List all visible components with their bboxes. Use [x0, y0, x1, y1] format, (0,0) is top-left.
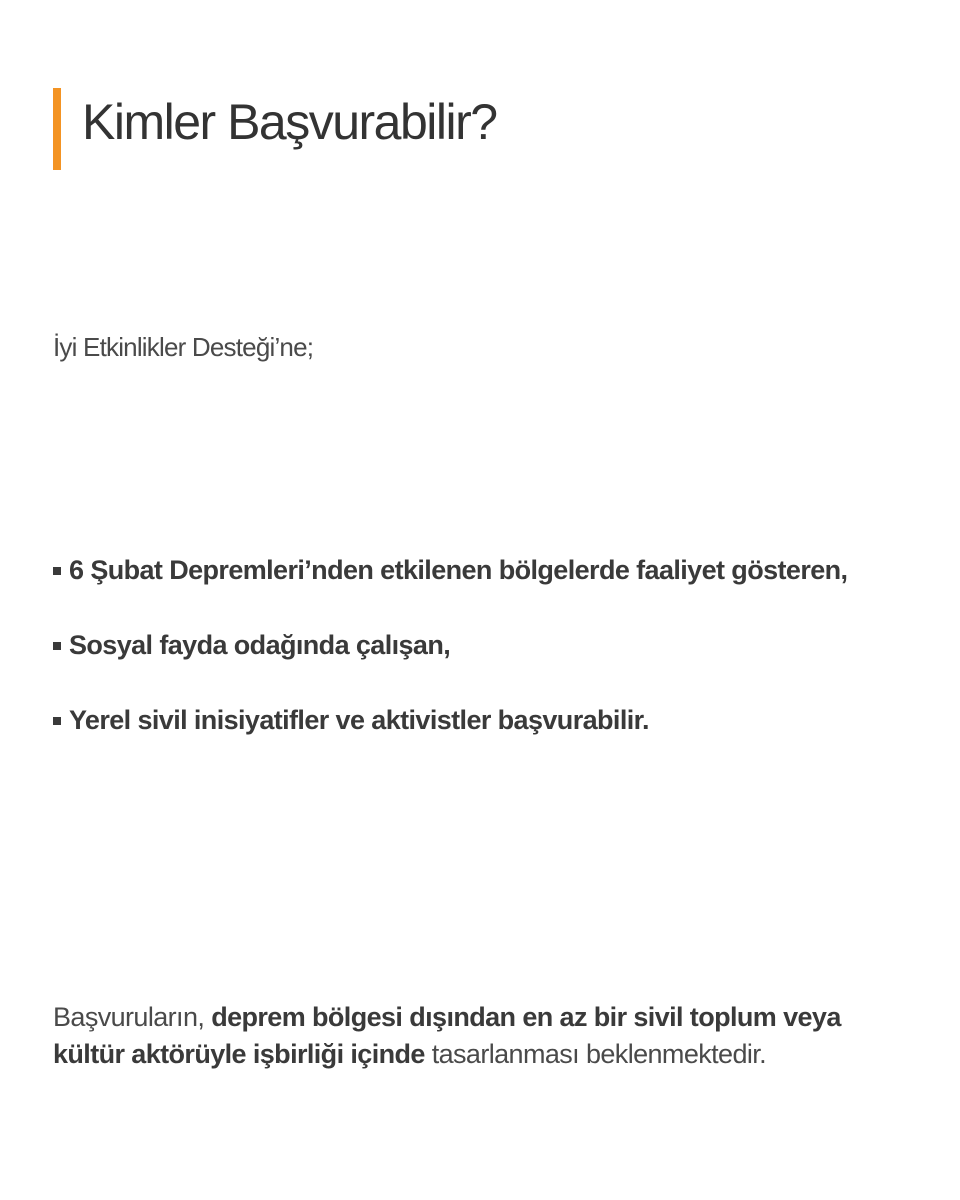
note-tail-text: tasarlanması beklenmektedir. [424, 1039, 767, 1069]
criteria-item-text: Sosyal fayda odağında çalışan, [69, 630, 451, 660]
intro-text: İyi Etkinlikler Desteği’ne; [53, 332, 314, 362]
square-bullet-icon [53, 567, 61, 575]
criteria-item [53, 627, 873, 664]
criteria-item [53, 702, 873, 739]
eligibility-criteria-list [53, 552, 873, 777]
title-accent-bar [53, 88, 61, 170]
note-lead-text: Başvuruların, [53, 1002, 212, 1032]
criteria-item [53, 552, 873, 589]
collaboration-note [53, 999, 893, 1073]
square-bullet-icon [53, 717, 61, 725]
criteria-item-text: 6 Şubat Depremleri’nden etkilenen bölgelerde faaliyet gösteren, [69, 555, 848, 585]
criteria-item-text: Yerel sivil inisiyatifler ve aktivistler başvurabilir. [69, 705, 649, 735]
square-bullet-icon [53, 642, 61, 650]
note-emphasis-text: deprem bölgesi dışından en az bir sivil toplum veya kültür aktörüyle işbirliği içinde [53, 1002, 841, 1069]
page-title: Kimler Başvurabilir? [82, 94, 497, 150]
